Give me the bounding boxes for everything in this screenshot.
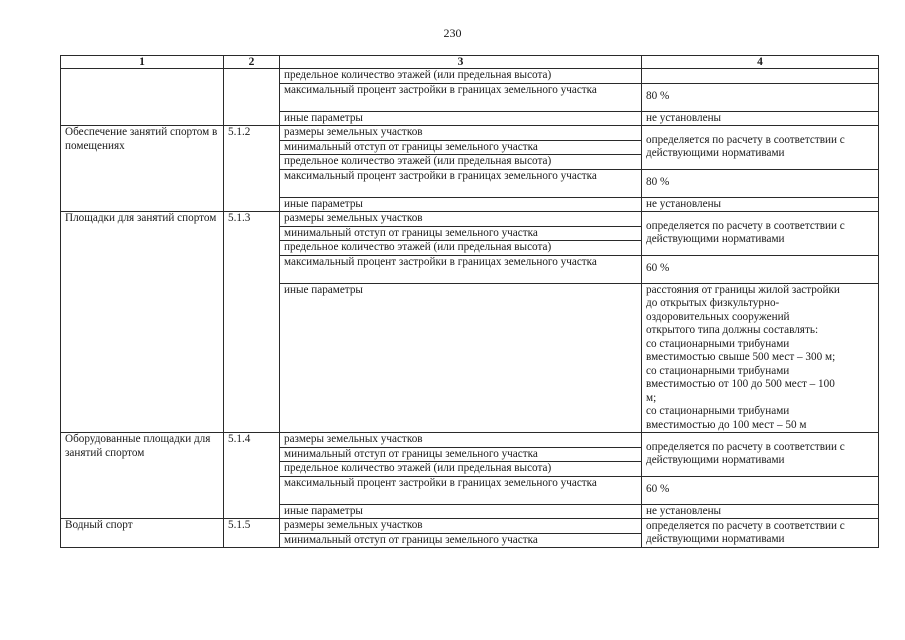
value-line: вместимостью от 100 до 500 мест – 100 — [646, 378, 835, 390]
table-row — [61, 69, 879, 84]
value-other: не установлены — [642, 504, 879, 519]
value-empty — [642, 69, 879, 84]
group-code: 5.1.5 — [224, 519, 280, 548]
param-indent: минимальный отступ от границы земельного участка — [280, 533, 642, 548]
group-name: Обеспечение занятий спортом в помещениях — [61, 126, 224, 212]
table-row — [61, 519, 879, 534]
value-line: со стационарными трибунами — [646, 337, 790, 350]
param-indent: минимальный отступ от границы земельного участка — [280, 226, 642, 241]
value-distance-requirements — [642, 283, 879, 433]
param-percent: максимальный процент застройки в границах земельного участка — [280, 83, 642, 111]
value-line: оздоровительных сооружений — [646, 310, 790, 323]
value-calc: определяется по расчету в соответствии с действующими нормативами — [642, 126, 879, 170]
value-other: не установлены — [642, 111, 879, 126]
group-code: 5.1.4 — [224, 433, 280, 519]
table-header-row — [61, 56, 879, 69]
value-line: до открытых физкультурно- — [646, 297, 780, 309]
value-line: м; — [646, 391, 657, 404]
table-row — [61, 433, 879, 448]
header-col-4: 4 — [642, 56, 879, 69]
group-code: 5.1.2 — [224, 126, 280, 212]
value-percent: 60 % — [642, 255, 879, 283]
param-other: иные параметры — [280, 111, 642, 126]
value-percent: 80 % — [642, 83, 879, 111]
group-name: Водный спорт — [61, 519, 224, 548]
param-other: иные параметры — [280, 504, 642, 519]
value-line: вместимостью до 100 мест – 50 м — [646, 418, 807, 431]
value-line: со стационарными трибунами — [646, 364, 790, 377]
param-indent: минимальный отступ от границы земельного участка — [280, 140, 642, 155]
table-row — [61, 212, 879, 227]
page-number: 230 — [443, 26, 462, 40]
param-indent: минимальный отступ от границы земельного участка — [280, 447, 642, 462]
value-calc: определяется по расчету в соответствии с действующими нормативами — [642, 433, 879, 477]
regulations-table — [60, 55, 879, 548]
group-name — [61, 69, 224, 126]
param-floors: предельное количество этажей (или предельная высота) — [280, 69, 642, 84]
value-line: вместимостью свыше 500 мест – 300 м; — [646, 351, 836, 363]
value-other: не установлены — [642, 197, 879, 212]
header-col-1: 1 — [61, 56, 224, 69]
param-floors: предельное количество этажей (или предельная высота) — [280, 462, 642, 477]
param-floors: предельное количество этажей (или предельная высота) — [280, 155, 642, 170]
param-sizes: размеры земельных участков — [280, 212, 642, 227]
param-sizes: размеры земельных участков — [280, 126, 642, 141]
param-sizes: размеры земельных участков — [280, 519, 642, 534]
param-percent: максимальный процент застройки в границах земельного участка — [280, 255, 642, 283]
param-floors: предельное количество этажей (или предельная высота) — [280, 241, 642, 256]
param-other: иные параметры — [280, 197, 642, 212]
group-name: Оборудованные площадки для занятий спортом — [61, 433, 224, 519]
param-percent: максимальный процент застройки в границах земельного участка — [280, 169, 642, 197]
value-line: со стационарными трибунами — [646, 405, 790, 417]
param-other: иные параметры — [280, 283, 642, 433]
group-name: Площадки для занятий спортом — [61, 212, 224, 433]
value-line: расстояния от границы жилой застройки — [646, 283, 840, 296]
value-percent: 60 % — [642, 476, 879, 504]
table-row — [61, 126, 879, 141]
value-percent: 80 % — [642, 169, 879, 197]
group-code — [224, 69, 280, 126]
group-code: 5.1.3 — [224, 212, 280, 433]
param-percent: максимальный процент застройки в границах земельного участка — [280, 476, 642, 504]
header-col-2: 2 — [224, 56, 280, 69]
header-col-3: 3 — [280, 56, 642, 69]
value-calc: определяется по расчету в соответствии с действующими нормативами — [642, 212, 879, 256]
param-sizes: размеры земельных участков — [280, 433, 642, 448]
value-line: открытого типа должны составлять: — [646, 324, 819, 336]
value-calc: определяется по расчету в соответствии с действующими нормативами — [642, 519, 879, 548]
